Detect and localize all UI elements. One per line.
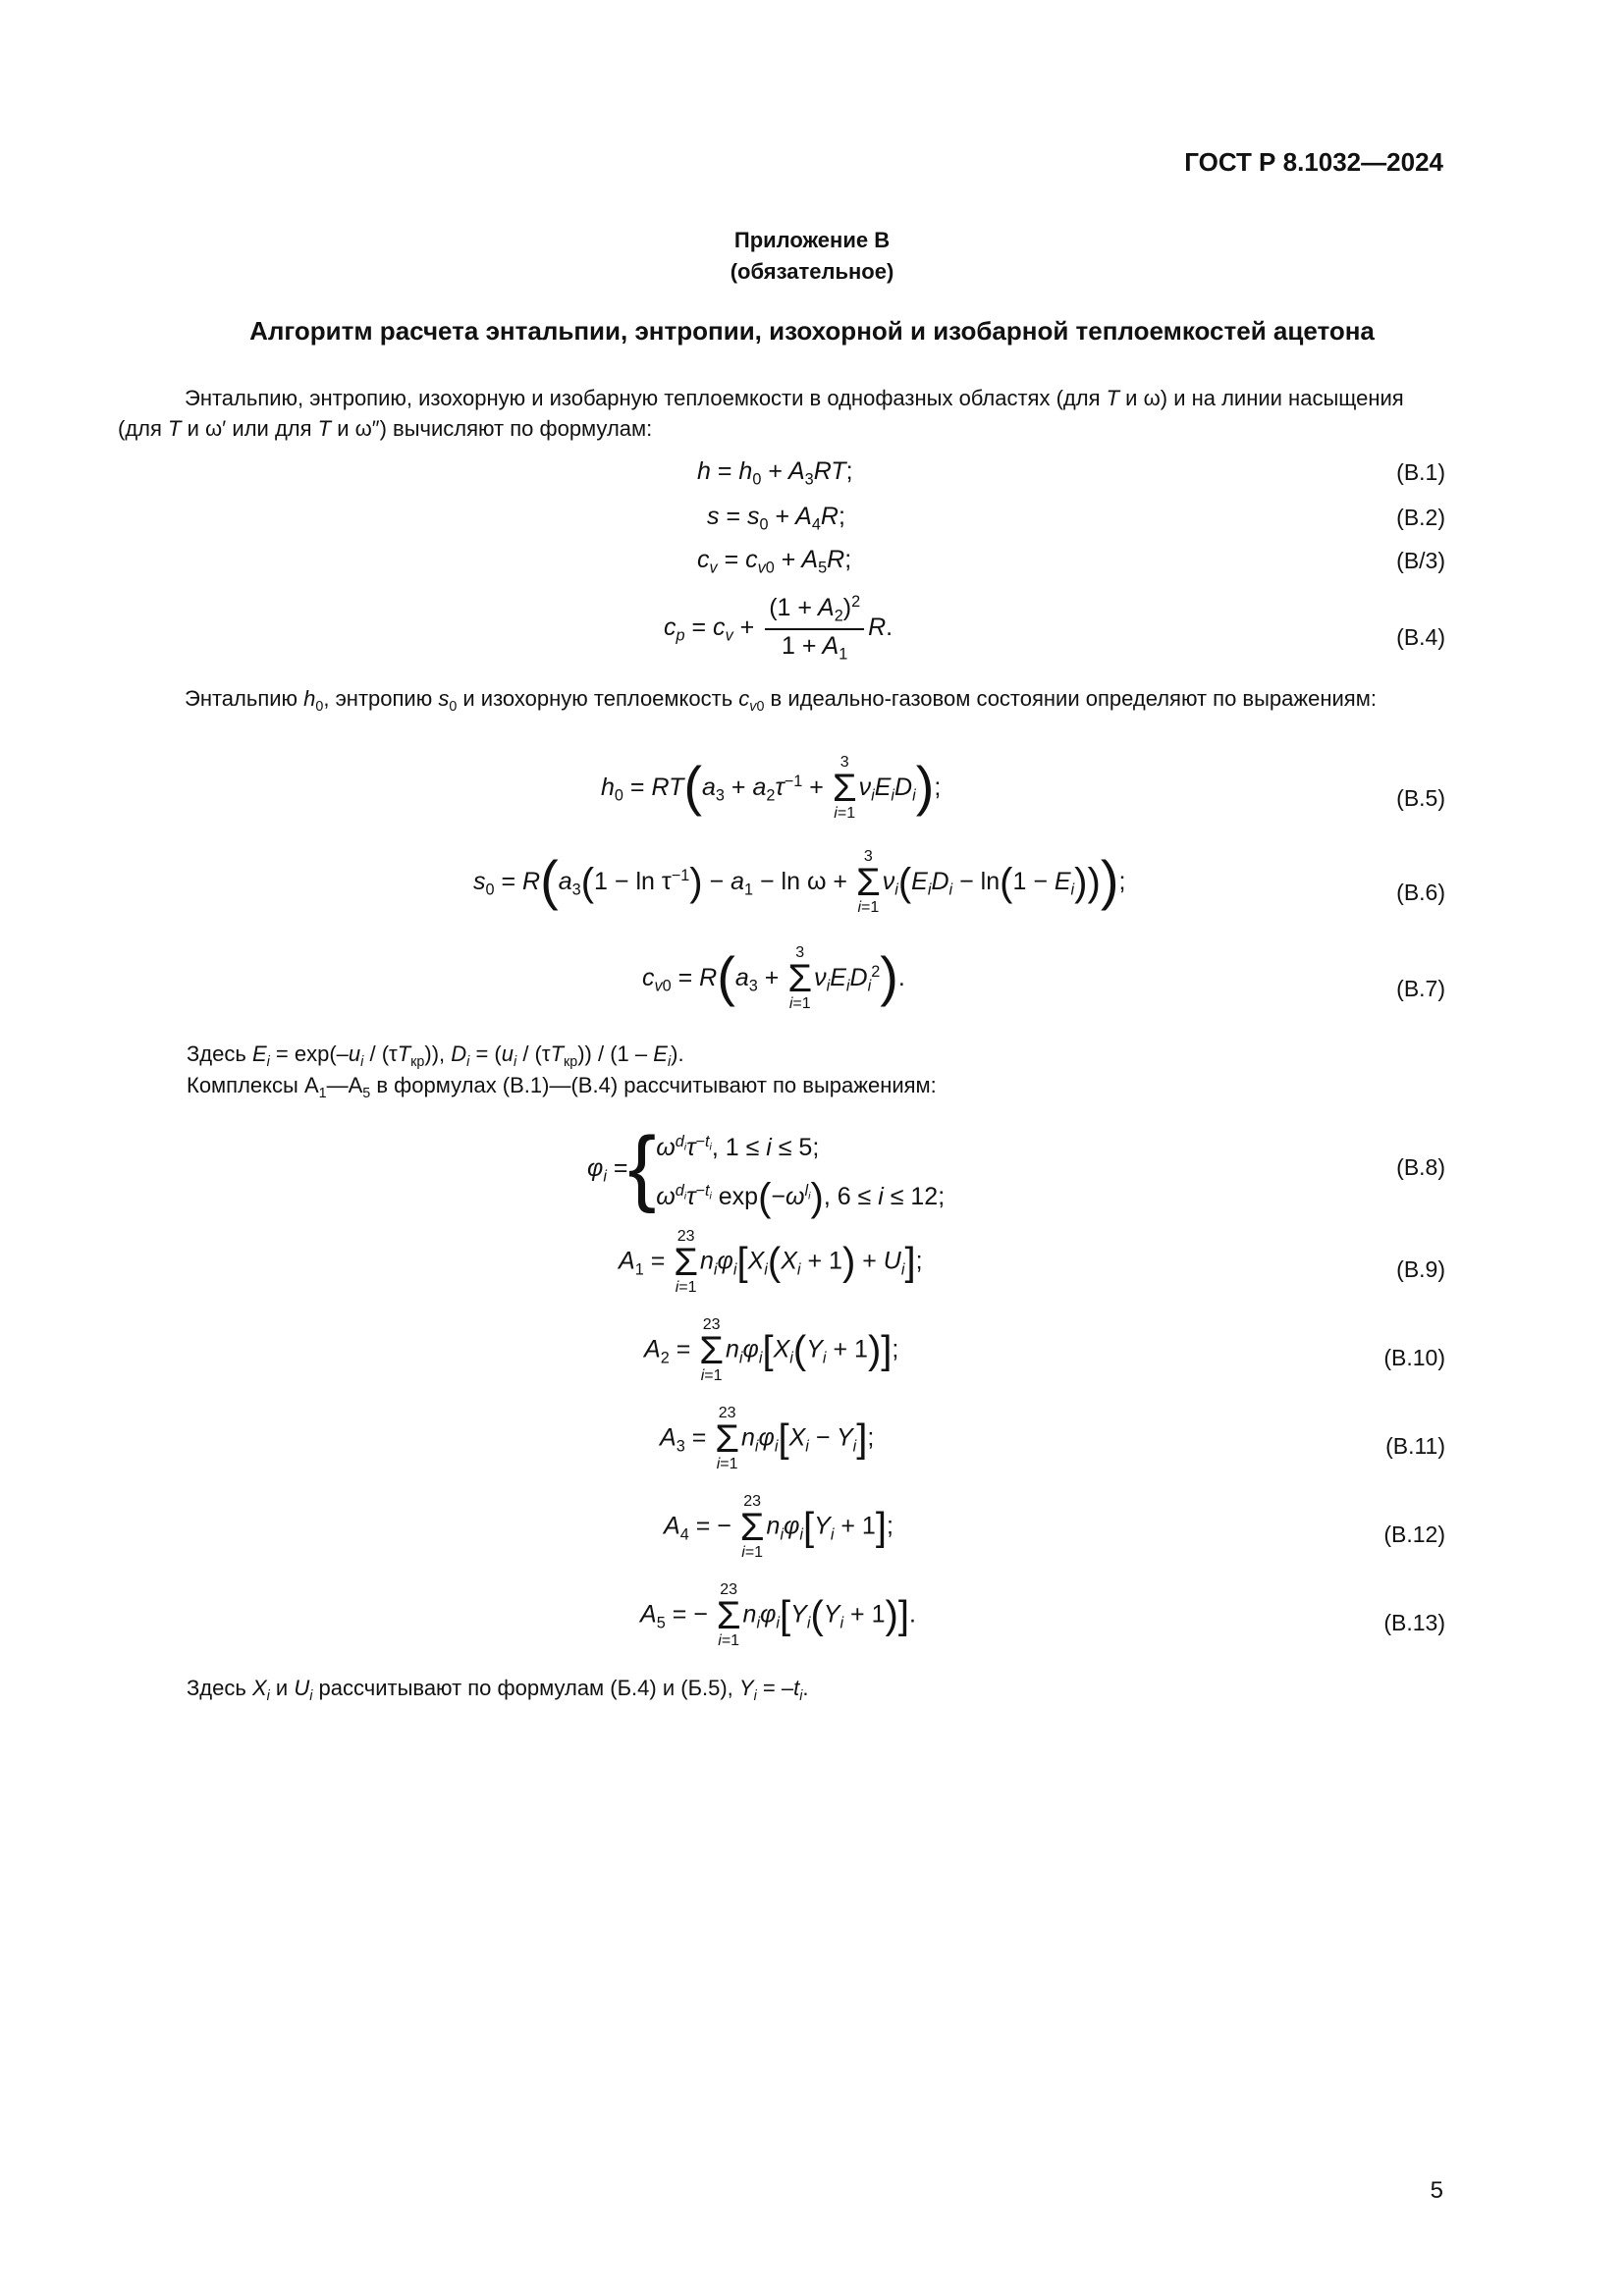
page-number: 5 bbox=[1430, 2177, 1443, 2204]
equation-b8: $\varphi_i$ ={ $\omega^{d_i}\tau^{-t_i}$, 1 ≤ i ≤ 5; $\omega^{d_i}\tau^{-t_i}$ $\exp(-\omega^{l_i})$, 6 ≤ i ≤ 12; bbox=[587, 1120, 946, 1219]
document-code: ГОСТ Р 8.1032—2024 bbox=[1184, 147, 1443, 177]
equation-b9: $A_1$ = 23 Σ i=1 $n_i\varphi_i[X_i(X_i + 1) + U_i]$; bbox=[619, 1228, 923, 1296]
equation-number-b6: (В.6) bbox=[1396, 880, 1445, 905]
equation-number-b5: (В.5) bbox=[1396, 785, 1445, 811]
equation-number-b8: (В.8) bbox=[1396, 1154, 1445, 1180]
definitions-plain bbox=[0, 0, 1, 1]
equation-b3: $c_v = c_{v0} + A_5R$; bbox=[697, 546, 852, 577]
equation-number-b3: (В/3) bbox=[1396, 548, 1445, 573]
equation-number-b2: (В.2) bbox=[1396, 505, 1445, 530]
equation-b5: $h_0 = RT(a_3 + a_2\tau^{-1}$ + 3 Σ i=1 $\nu_iE_iD_i$); bbox=[601, 754, 942, 823]
closing-plain bbox=[0, 0, 1, 1]
equation-number-b7: (В.7) bbox=[1396, 976, 1445, 1001]
paragraph-ideal-gas: Энтальпию $h_0$, энтропию $s_0$ и изохорную теплоемкость $c_{v0}$ в идеально-газовом состоянии определяют по выражениям: bbox=[185, 686, 1377, 715]
equation-number-b10: (В.10) bbox=[1383, 1345, 1445, 1370]
equation-b2: $s = s_0 + A_4R$; bbox=[707, 503, 845, 534]
paragraph-intro: Энтальпию, энтропию, изохорную и изобарную теплоемкости в однофазных областях (для T и ω) и на линии насыщения (для T и ω′ или для T и ω″) вычисляют по формулам: bbox=[118, 386, 1404, 441]
paragraph-definitions: Здесь $E_i = \exp(-u_i / (\tau T_{кр}))$, $D_i = (u_i / (\tau T_{кр})) / (1 - E_i)$. bbox=[187, 1041, 684, 1070]
equation-b12: $A_4$ = − 23 Σ i=1 $n_i\varphi_i[Y_i + 1]$; bbox=[664, 1493, 893, 1561]
equation-b6: $s_0 = R(a_3(1 - \ln \tau^{-1}) - a_1 - \ln \omega$ + 3 Σ i=1 $\nu_i(E_iD_i - \ln(1 - E_i))$); bbox=[473, 848, 1126, 917]
equation-b7: $c_{v0} = R(a_3$ + 3 Σ i=1 $\nu_iE_iD_i^2$). bbox=[642, 944, 905, 1013]
equation-number-b1: (В.1) bbox=[1396, 459, 1445, 485]
equation-number-b12: (В.12) bbox=[1383, 1522, 1445, 1547]
equation-b1: $h = h_0 + A_3RT$; bbox=[697, 457, 853, 489]
annex-status: (обязательное) bbox=[730, 259, 894, 284]
equation-b11: $A_3$ = 23 Σ i=1 $n_i\varphi_i[X_i - Y_i]$; bbox=[660, 1405, 875, 1472]
equation-number-b13: (В.13) bbox=[1383, 1610, 1445, 1635]
equation-number-b4: (В.4) bbox=[1396, 624, 1445, 650]
paragraph-closing: Здесь $X_i$ и $U_i$ рассчитывают по формулам (Б.4) и (Б.5), $Y_i = -t_i$. bbox=[187, 1676, 809, 1704]
section-title: Алгоритм расчета энтальпии, энтропии, изохорной и изобарной теплоемкостей ацетона bbox=[249, 316, 1375, 346]
equation-number-b9: (В.9) bbox=[1396, 1256, 1445, 1282]
annex-label: Приложение В bbox=[733, 228, 891, 252]
equation-b10: $A_2$ = 23 Σ i=1 $n_i\varphi_i[X_i(Y_i + 1)]$; bbox=[644, 1316, 899, 1384]
equation-b4: $c_p = c_v$ + $\frac{(1 + A_2)^2}{1 + A_1}$ R. bbox=[664, 593, 893, 664]
equation-number-b11: (В.11) bbox=[1385, 1433, 1445, 1459]
equation-b13: $A_5$ = − 23 Σ i=1 $n_i\varphi_i[Y_i(Y_i + 1)]$. bbox=[640, 1581, 916, 1649]
paragraph-complexes: Комплексы $A_1—A_5$ в формулах (В.1)—(В.4) рассчитывают по выражениям: bbox=[187, 1073, 937, 1101]
